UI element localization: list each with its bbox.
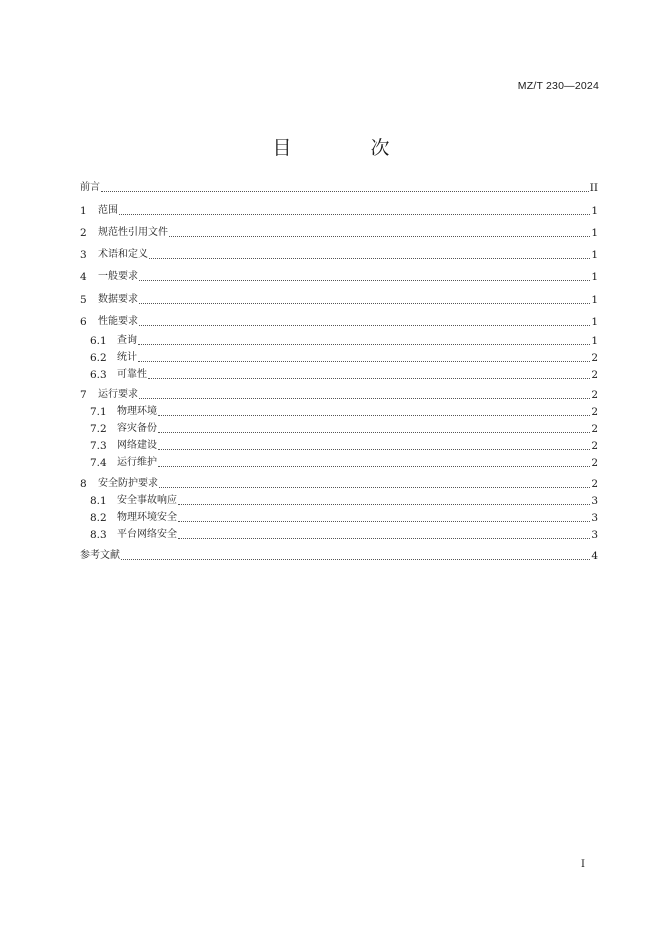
toc-dot-leader	[139, 325, 590, 326]
toc-dot-leader	[178, 521, 590, 522]
toc-entry-page: 3	[591, 495, 598, 507]
toc-entry[interactable]	[80, 548, 598, 564]
toc-entry-number: 4	[80, 271, 87, 283]
toc-entry-page: 1	[591, 249, 598, 261]
toc-dot-leader	[159, 487, 590, 488]
toc-entry[interactable]	[90, 350, 598, 366]
toc-entry-label: 查询	[117, 335, 137, 346]
toc-entry[interactable]	[90, 438, 598, 454]
toc-entry[interactable]	[90, 455, 598, 471]
toc-dot-leader	[178, 504, 590, 505]
toc-entry-label: 术语和定义	[98, 249, 148, 260]
toc-entry-number: 8	[80, 478, 87, 490]
toc-entry-number: 6.3	[90, 369, 107, 381]
toc-entry-label: 网络建设	[117, 440, 157, 451]
toc-entry-number: 5	[80, 294, 87, 306]
toc-entry[interactable]	[80, 476, 598, 492]
toc-entry-label: 运行要求	[98, 389, 138, 400]
toc-dot-leader	[101, 191, 589, 192]
toc-entry-number: 6	[80, 316, 87, 328]
toc-entry-label: 参考文献	[80, 550, 120, 561]
toc-entry-page: 2	[591, 389, 598, 401]
toc-entry-number: 6.2	[90, 352, 107, 364]
toc-dot-leader	[138, 361, 590, 362]
toc-dot-leader	[149, 258, 590, 259]
toc-entry-page: 1	[591, 294, 598, 306]
toc-entry[interactable]	[90, 510, 598, 526]
toc-entry-page: 1	[591, 335, 598, 347]
toc-dot-leader	[119, 214, 590, 215]
toc-entry[interactable]	[80, 387, 598, 403]
toc-entry-label: 物理环境	[117, 406, 157, 417]
toc-dot-leader	[158, 449, 590, 450]
toc-entry-page: 1	[591, 227, 598, 239]
toc-entry-number: 3	[80, 249, 87, 261]
toc-dot-leader	[139, 280, 590, 281]
document-code: MZ/T 230—2024	[517, 80, 599, 92]
toc-entry[interactable]	[90, 421, 598, 437]
toc-entry-page: 2	[591, 406, 598, 418]
toc-entry-label: 物理环境安全	[117, 512, 177, 523]
toc-entry-label: 范围	[98, 205, 118, 216]
toc-entry-number: 8.1	[90, 495, 107, 507]
toc-entry-page: 2	[591, 478, 598, 490]
toc-entry-number: 7.4	[90, 457, 107, 469]
toc-entry[interactable]	[80, 247, 598, 263]
toc-entry-number: 8.2	[90, 512, 107, 524]
toc-entry-page: 2	[591, 352, 598, 364]
toc-title: 目 次	[272, 137, 420, 159]
toc-dot-leader	[169, 236, 590, 237]
toc-dot-leader	[158, 432, 590, 433]
toc-entry-label: 运行维护	[117, 457, 157, 468]
toc-entry[interactable]	[90, 367, 598, 383]
toc-entry[interactable]	[80, 225, 598, 241]
toc-entry-page: 1	[591, 316, 598, 328]
toc-entry[interactable]	[80, 292, 598, 308]
toc-dot-leader	[178, 538, 590, 539]
toc-entry-number: 7.1	[90, 406, 107, 418]
toc-dot-leader	[121, 559, 590, 560]
toc-entry[interactable]	[80, 314, 598, 330]
toc-entry-page: 3	[591, 529, 598, 541]
toc-entry-label: 平台网络安全	[117, 529, 177, 540]
toc-entry-page: 4	[591, 550, 598, 562]
toc-dot-leader	[138, 344, 590, 345]
toc-entry-number: 7.3	[90, 440, 107, 452]
toc-entry-label: 一般要求	[98, 271, 138, 282]
toc-entry-label: 统计	[117, 352, 137, 363]
toc-entry[interactable]	[90, 493, 598, 509]
toc-dot-leader	[158, 415, 590, 416]
toc-entry[interactable]	[90, 333, 598, 349]
toc-entry-number: 7.2	[90, 423, 107, 435]
toc-dot-leader	[139, 398, 590, 399]
toc-entry-page: 2	[591, 440, 598, 452]
toc-entry-label: 安全事故响应	[117, 495, 177, 506]
toc-entry-label: 前言	[80, 182, 100, 193]
toc-dot-leader	[148, 378, 590, 379]
toc-entry-label: 容灾备份	[117, 423, 157, 434]
toc-entry-label: 性能要求	[98, 316, 138, 327]
toc-entry-page: 2	[591, 369, 598, 381]
toc-entry-number: 1	[80, 205, 87, 217]
toc-entry[interactable]	[80, 203, 598, 219]
toc-entry-page: 1	[591, 271, 598, 283]
page-number: I	[581, 859, 585, 870]
toc-entry-label: 数据要求	[98, 294, 138, 305]
toc-entry[interactable]	[80, 269, 598, 285]
toc-entry[interactable]	[80, 180, 598, 196]
toc-entry-page: 2	[591, 423, 598, 435]
toc-entry-label: 安全防护要求	[98, 478, 158, 489]
toc-entry-page: II	[589, 182, 598, 194]
toc-entry-page: 2	[591, 457, 598, 469]
toc-dot-leader	[158, 466, 590, 467]
toc-entry-number: 2	[80, 227, 87, 239]
toc-entry-page: 3	[591, 512, 598, 524]
toc-entry-number: 6.1	[90, 335, 107, 347]
toc-entry[interactable]	[90, 404, 598, 420]
toc-dot-leader	[139, 303, 590, 304]
toc-entry[interactable]	[90, 527, 598, 543]
toc-entry-label: 可靠性	[117, 369, 147, 380]
toc-entry-page: 1	[591, 205, 598, 217]
toc-entry-number: 8.3	[90, 529, 107, 541]
toc-entry-label: 规范性引用文件	[98, 227, 168, 238]
toc-entry-number: 7	[80, 389, 87, 401]
